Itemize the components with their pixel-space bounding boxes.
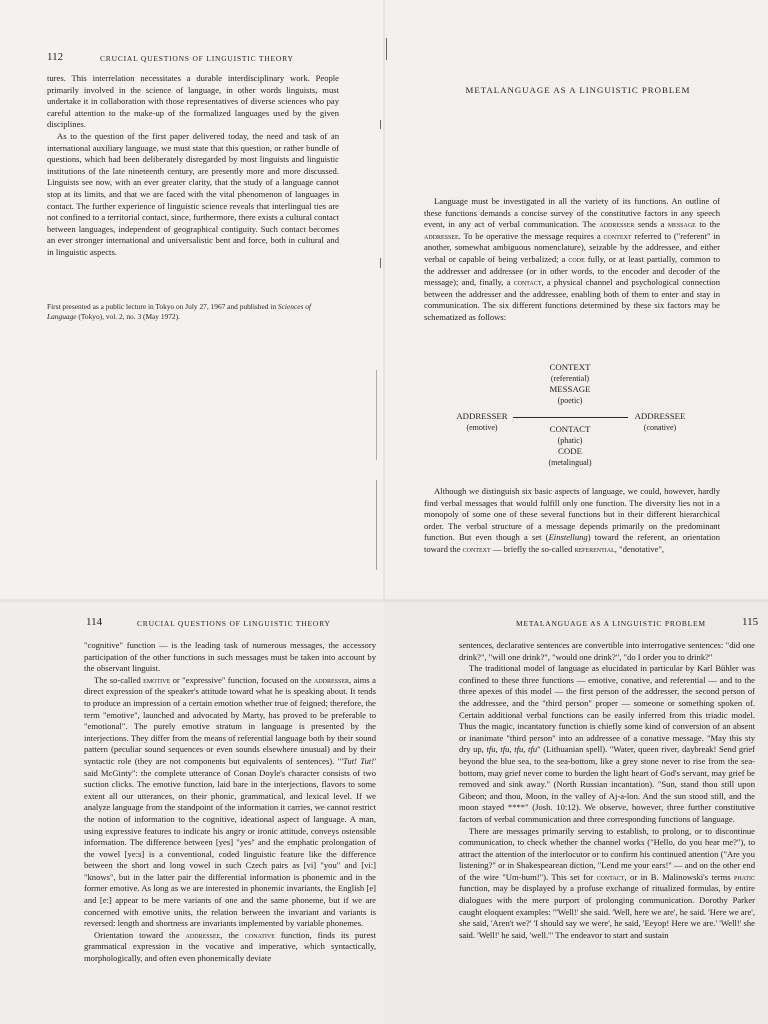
- running-head: METALANGUAGE AS A LINGUISTIC PROBLEM: [516, 619, 706, 628]
- diagram-line: [513, 417, 628, 418]
- footnote: First presented as a public lecture in Tokyo on July 27, 1967 and published in Sciences of Language (Tokyo), vol. 2, no. 3 (May 1972).: [47, 302, 311, 321]
- diagram-context: CONTEXT (referential) MESSAGE (poetic): [549, 362, 591, 405]
- page-gutter: [383, 0, 385, 600]
- page-115: [384, 600, 768, 1024]
- paragraph: "cognitive" function — is the leading task of numerous messages, the accessory participation of the other functions in such messages must be taken into account by the observant linguist.: [84, 640, 376, 674]
- paragraph: sentences, declarative sentences are convertible into interrogative sentences: "did one drink?", "will one drink?", "would one drink?", "do I order you to drink?": [459, 640, 755, 662]
- diagram-addressee: ADDRESSEE (conative): [634, 411, 686, 432]
- body-text: [459, 640, 755, 941]
- paragraph: tures. This interrelation necessitates a durable interdisciplinary work. People primarily involved in the science of language, in other words linguists, must undertake it in collaboration with those representatives of diverse sciences who pay careful attention to the make-up of the formalized languages used by the given disciplines.: [47, 73, 339, 130]
- body-text: [424, 196, 720, 324]
- page-number: 115: [742, 616, 759, 628]
- running-head: CRUCIAL QUESTIONS OF LINGUISTIC THEORY: [137, 619, 331, 628]
- paragraph: The traditional model of language as elucidated in particular by Karl Bühler was confined to these three functions — emotive, conative, and referential — and to the three apexes of this model — the first person of the addresser, the second person of the addressee, and the "third person" proper — someone or something spoken of. Certain additional verbal functions can be easily inferred from this triadic model. Thus the magic, incantatory function is chiefly some kind of conversion of an absent or inanimate "third person" into an addressee of a conative message. "May this sty dry up, tfu, tfu, tfu, tfu" (Lithuanian spell). "Water, queen river, daybreak! Send grief beyond the blue sea, to the sea-bottom, like a grey stone never to rise from the sea-bottom, may grief never come to burden the light heart of God's servant, may grief be removed and sink away." (North Russian incantation). "Sun, stand thou still upon Gibeon; and thou, Moon, in the valley of Aj-a-lon. And the sun stood still, and the moon stayed ****" (Josh. 10:12). We observe, however, three further constitutive factors of verbal communication and three corresponding functions of language.: [459, 663, 756, 824]
- paragraph: Orientation toward the addressee, the conative function, finds its purest grammatical expression in the vocative and imperative, which syntactically, morphologically, and often even phonemically deviate: [84, 929, 376, 964]
- page-114: [0, 600, 384, 1024]
- page-number: 114: [86, 616, 103, 628]
- scan-mark: [376, 480, 377, 570]
- paragraph: Although we distinguish six basic aspects of language, we could, however, hardly find verbal messages that would fulfill only one function. The diversity lies not in a monopoly of some one of these several functions but in their different hierarchical order. The verbal structure of a message depends primarily on the predominant function. But even though a set (Einstellung) toward the referent, an orientation toward the context — briefly the so-called referential, "denotative",: [424, 486, 720, 554]
- page-112: [0, 0, 384, 600]
- scan-mark: [380, 120, 381, 129]
- paragraph: Language must be investigated in all the variety of its functions. An outline of these functions demands a concise survey of the constitutive factors in any speech event, in any act of verbal communication. The addresser sends a message to the addressee. To be operative the message requires a context referred to ("referent" in another, somewhat ambiguous nomenclature), seizable by the addressee, and either verbal or capable of being verbalized; a code fully, or at least partially, common to the addresser and addressee (or in other words, to the encoder and decoder of the message); and, finally, a contact, a physical channel and psychological connection between the addresser and the addressee, enabling both of them to enter and stay in communication. The six different functions determined by these six factors may be schematized as follows:: [424, 196, 721, 322]
- body-text: [84, 640, 376, 965]
- scan-mark: [386, 38, 387, 60]
- paragraph: There are messages primarily serving to establish, to prolong, or to discontinue communication, to check whether the channel works ("Hello, do you hear me?"), to attract the attention of the interlocutor or to confirm his continued attention ("Are you listening?" or in Shakespearean diction, "Lend me your ears!" — and on the other end of the wire "Um-hum!"). This set for contact, or in B. Malinowski's terms phatic function, may be displayed by a profuse exchange of ritualized formulas, by entire dialogues with the mere purport of prolonging communication. Dorothy Parker caught eloquent examples: "'Well!' she said. 'Well, here we are', he said. 'Here we are', she said, 'Aren't we?' 'I should say we were', he said, 'Eeyop! Here we are.' 'Well!' she said. 'Well!' he said, 'well.'" The endeavor to start and sustain: [459, 825, 755, 940]
- scan-mark: [376, 370, 377, 460]
- chapter-title: METALANGUAGE AS A LINGUISTIC PROBLEM: [465, 85, 691, 95]
- diagram-addresser: ADDRESSER (emotive): [456, 411, 508, 432]
- page-separator: [0, 599, 768, 602]
- body-text: [47, 73, 339, 259]
- body-text: [424, 486, 720, 556]
- page-number: 112: [47, 51, 64, 63]
- scan-mark: [380, 258, 381, 268]
- diagram-contact: CONTACT (phatic) CODE (metalingual): [548, 424, 592, 467]
- running-head: CRUCIAL QUESTIONS OF LINGUISTIC THEORY: [100, 54, 294, 63]
- paragraph: As to the question of the first paper delivered today, the need and task of an international auxiliary language, we must state that this question, or rather bundle of questions, which had been deliberately disregarded by most linguists and linguistic institutions of the late nineteenth century, are presently more and more discussed. Linguists see now, with an ever greater clarity, that the study of a language cannot stop at its limits, and that we are faced with the vital phenomenon of languages in contact. The further experience of linguistic science reveals that interlingual ties are not confined to a territorial contact, since, furthermore, there exists a cultural contact between languages, independent of geographical contiguity. Such contact becomes an ever stronger international and universalistic bent and force, both in cultural and in linguistic aspects.: [47, 130, 339, 257]
- paragraph: The so-called emotive or "expressive" function, focused on the addresser, aims a direct expression of the speaker's attitude toward what he is speaking about. It tends to produce an impression of a certain emotion whether true of feigned; therefore, the term "emotive", launched and advocated by Marty, has proved to be preferable to "emotional". The purely emotive stratum in language is presented by the interjections. They differ from the means of referential language both by their sound pattern (peculiar sound sequences or even sounds elsewhere unusual) and by their syntactic role (they are not components but equivalents of sentences). "'Tut! Tut!' said McGinty": the complete utterance of Conan Doyle's character consists of two suction clicks. The emotive function, laid bare in the interjections, flavors to some extent all our utterances, on their phonic, grammatical, and lexical level. If we analyze language from the standpoint of the information it carries, we cannot restrict the notion of information to the cognitive, ideational aspect of language. A man, using expressive features to indicate his angry or ironic attitude, conveys ostensible information. The difference between [yes] "yes" and the emphatic prolongation of the vowel [ye:s] is a conventional, coded linguistic feature like the difference between the short and long vowel in such Czech pairs as [vi] "you" and [vi:] "knows", but in the latter pair the differential information is phonemic and in the former emotive. As long as we are interested in phonemic invariants, the English [e] and [e:] appear to be mere variants of one and the same phoneme, but if we are concerned with emotive units, the relation between the invariant and variants is reversed: length and shortness are invariants implemented by variable phonemes.: [84, 674, 376, 929]
